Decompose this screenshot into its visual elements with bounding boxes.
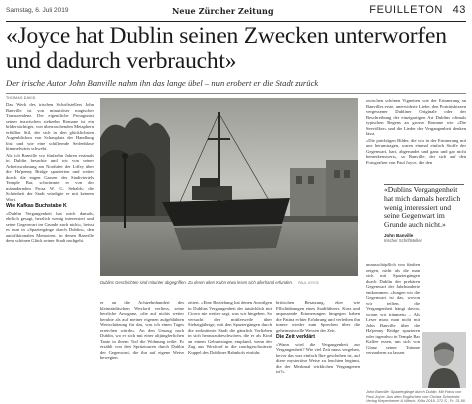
subheading: Wie Kafkas Buchstabe K bbox=[6, 203, 67, 209]
photo-credit: PAUL JOYCE bbox=[298, 281, 319, 285]
masthead bbox=[6, 4, 466, 20]
section-name: FEUILLETON bbox=[369, 4, 443, 16]
newspaper-name: Neue Zürcher Zeitung bbox=[172, 6, 274, 16]
paragraph: «Wann wird die Vergangenheit zur Vergangenheit? Wie viel Zeit muss vergehen, bevor das was einfach Ihre geschehen ist, auf diese mysteriöse Weise zu leuchten beginnt, die der Merkmal wirklichen Vergangenen ist?» bbox=[276, 341, 360, 374]
quote-text: «Dublins Vergangenheit hat mich damals herzlich wenig interessiert und seine Gegenwart im Grunde auch nicht.» bbox=[384, 185, 461, 230]
paragraph: «Dublin Vergangenheit hat mich damals, ehrlich gesagt, herzlich wenig interessiert und seine Gegenwart im Grunde auch nicht», heisst es nun in «Spaziergänge durch Dublin», den autofiktionalen Memoiren, in denen Banville dem schönen Glück seiner Stadt nachgeht. bbox=[6, 210, 94, 243]
masthead-rule bbox=[6, 21, 466, 22]
column-4 bbox=[276, 300, 360, 376]
paragraph: «Die prächtigen Bilder, die wir in der Erinnerung mit uns herumtragen, waren einmal einfach Stoffe der Gegenwart, hart, abgerundet und ganz und gar nicht bemerkenswert», so Banville, der sich auf den Fotografien von Paul Joyce, die den bbox=[366, 137, 466, 165]
author-tag: THOMAS DAVID bbox=[6, 96, 36, 100]
column-5-bottom bbox=[366, 262, 420, 355]
paragraph: Als ich Banville vor fünfzehn Jahren erstmals in Dublin besuchte und wir von seiner Arbeitswohnung am Nordufer der Liffey über die Ha'penny Bridge spazierten und weiter durch die engen Gassen des Stadtviertels Temple Bar, schwärmte er von der mäandernden Prosa W. G. Sebalds; die Schönheit der Stadt würdigte er mit keinem Wort. bbox=[6, 152, 94, 202]
subheading: Die Zeit verklärt bbox=[276, 334, 315, 340]
page-number: 43 bbox=[452, 4, 466, 16]
headline bbox=[6, 24, 466, 74]
caption-text: Dublins Geschichten sind mitunter abgegriffen. Zu deren alten Kuhn etwa lesen sich allerhand erfunden. bbox=[100, 280, 293, 285]
paragraph: britischen Besatzung, eher wie Pflichtübungen eines Stadtführers. Kurz und unpassende Erinnerungen hingegen haben die Patina echter Erfahrung und verleihen ihn innere wieder zum Sprechen über die geheimnisvolle Wessen der Zeit. bbox=[276, 300, 360, 333]
issue-date: Samstag, 6. Juli 2019 bbox=[6, 7, 69, 14]
quote-author: John Banville bbox=[384, 232, 414, 238]
column-1 bbox=[6, 102, 94, 245]
paragraph: zwischen schönen Vignetten wie der Erinnerung an Banvilles erste, unerwiderte Liebe, den Porträtskizzen vergessener Dubliner Originale oder der Beschreibung der einzigartigen Art Dublins oftmals typischen Regens an grosse Romane wie «Die Seevölker» und die Lieder der Vergangenheit denken lässt. bbox=[366, 98, 466, 136]
article-photo bbox=[100, 98, 358, 276]
paragraph: zitiert. «Eine Beziehung hat denen Anwälgen in Dublins Vergangenheit der tatsächlich mit Cicero nie weiter sagt, was wir hingeben. So versucht der mittlerweile über Siebzigjährige, mit den Spaziergängen durch die zerknitterte Stadt die gänzlich Vorlieben in sich herauszubeschwören, die er als Kind an einem Geburtstagen empfand, wenn der Zug aus Wexford in die rauchgeschwärzte Kuppel des Dubliner Bahnhofs einfuhr. bbox=[188, 300, 272, 355]
quote-author-role: Irischer Schriftsteller bbox=[384, 237, 422, 243]
column-3 bbox=[188, 300, 272, 356]
photo-caption bbox=[100, 280, 358, 285]
column-5-top bbox=[366, 98, 466, 166]
paragraph: Das Werk des irischen Schriftstellers John Banville ist von minutiöser magischer Transzendenz. Der eigentliche Protagonist seiner inzwischen siebzehn Romane ist ein bildersüchtiger, von überraschenden Metaphern erfüllter Stil, der sich in den glücklichsten Augenblicken von Schauplatz der Handlung löst und wie eine schillernde Seifenblase himmelwärts schwebt. bbox=[6, 102, 94, 151]
headline-line-2: und dadurch verbraucht» bbox=[6, 48, 237, 74]
section-label bbox=[369, 4, 466, 16]
author-portrait bbox=[422, 332, 466, 388]
dublin-ship-photo bbox=[100, 98, 358, 276]
subtitle-rule bbox=[6, 93, 466, 94]
paragraph: er an die Achtzehnhundert des kleinstädtischen Wexford verliess, seine herrliche Arroganz, «die auf nichts weiter beruhte als auf meiner eigenen aufgeblähten Wertschätzung für das, was ich einen Tages erreichen würde». An den Umzug nach Dublin, wo er sich mit einer altjüngferlichen Tante in ihrem Tod die Wohnung teilte. Er erzählt von den Spritztouren durch Dublin der Gegenwart, die ihn auf eigene Weise bewegten. bbox=[100, 300, 184, 360]
paragraph: unausschöpflich von fünften zeigen, nicht als die man sich mit Spaziergängen durch Dublin der prekären Gegenwart der Jahrhunderte entkommen. «Jungen wir die Gegenwart ist das, wovon wir teilten, die Vergangenheit hängt davon, woran wir träumen» – Als Leser muss man nicht mit John Banville über die Ha'penny Bridge spazieren oder irgendwo in Temple Bar Kaffee essen, um sich von Glanz seiner Träume verzaubern zu lassen. bbox=[366, 262, 420, 355]
book-info-caption: John Banville: Spaziergänge durch Dublin. Mit Fotos von Paul Joyce. Aus dem Englischen von Christa Schuenke. Verlag Kiepenheuer & Witsch, Köln 2019. 272 S., Fr. 31.90. bbox=[366, 390, 466, 404]
pull-quote bbox=[384, 186, 464, 262]
portrait-image bbox=[422, 332, 466, 388]
headline-line-1: «Joyce hat Dublin seinen Zwecken unterworfen bbox=[6, 23, 447, 49]
column-2 bbox=[100, 300, 184, 362]
subtitle: Der irische Autor John Banville nahm ihn das lange übel – nun erobert er die Stadt zurück bbox=[6, 78, 319, 88]
